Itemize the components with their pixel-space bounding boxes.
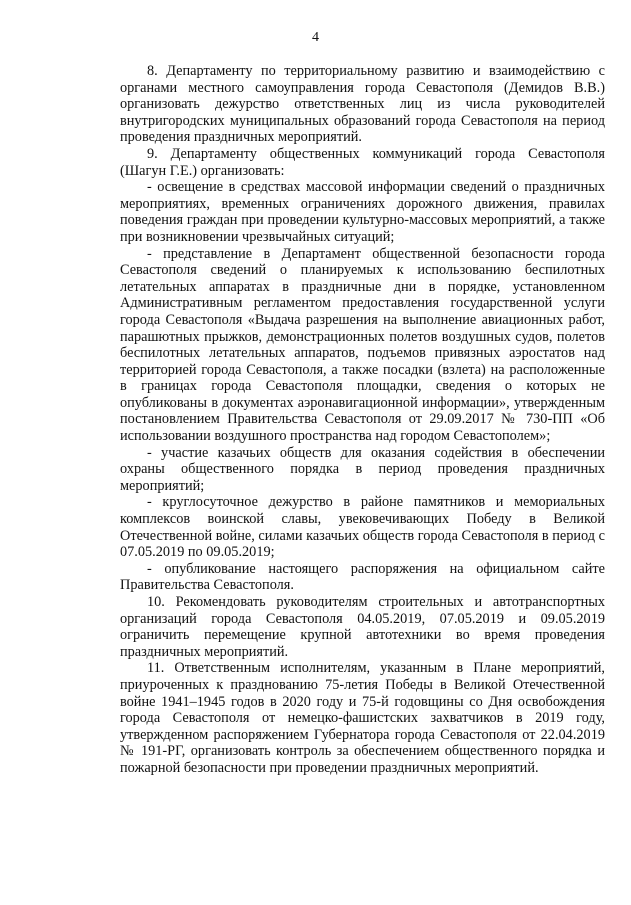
paragraph-9: 9. Департаменту общественных коммуникаций города Севастополя (Шагун Г.Е.) организовать: xyxy=(120,145,605,179)
list-item-media-coverage: - освещение в средствах массовой информации сведений о праздничных мероприятиях, временных ограничениях дорожного движения, правилах поведения граждан при проведении культурно-массовых мероприятий, а также при возникновении чрезвычайных ситуаций; xyxy=(120,179,605,245)
list-item-publication: - опубликование настоящего распоряжения на официальном сайте Правительства Севастополя. xyxy=(120,560,605,594)
page-number: 4 xyxy=(312,30,319,45)
paragraph-8: 8. Департаменту по территориальному развитию и взаимодействию с органами местного самоуправления города Севастополя (Демидов В.В.) организовать дежурство ответственных лиц из числа руководителей внутригородских муниципальных образований города Севастополя на период проведения праздничных мероприятий. xyxy=(120,63,605,146)
list-item-cossack-support: - участие казачьих обществ для оказания содействия в обеспечении охраны общественного порядка в период проведения праздничных мероприятий; xyxy=(120,444,605,494)
document-body xyxy=(120,60,605,777)
paragraph-11: 11. Ответственным исполнителям, указанным в Плане мероприятий, приуроченных к празднованию 75-летия Победы в Великой Отечественной войне 1941–1945 годов в 2020 году и 75-й годовщины со Дня освобождения города Севастополя от немецко-фашистских захватчиков в 2019 году, утвержденном распоряжением Губернатора города Севастополя от 22.04.2019 № 191-РГ, организовать контроль за обеспечением общественного порядка и пожарной безопасности при проведении праздничных мероприятий. xyxy=(120,660,605,776)
paragraph-10: 10. Рекомендовать руководителям строительных и автотранспортных организаций города Севастополя 04.05.2019, 07.05.2019 и 09.05.2019 ограничить перемещение крупной автотехники во время проведения праздничных мероприятий. xyxy=(120,594,605,660)
list-item-memorial-duty: - круглосуточное дежурство в районе памятников и мемориальных комплексов воинской славы, увековечивающих Победу в Великой Отечественной войне, силами казачьих обществ города Севастополя в период с 07.05.2019 по 09.05.2019; xyxy=(120,494,605,561)
list-item-drone-info: - представление в Департамент общественной безопасности города Севастополя сведений о планируемых к использованию беспилотных летательных аппаратах в праздничные дни в порядке, установленном Административным регламентом предоставления государственной услуги города Севастополя «Выдача разрешения на выполнение авиационных работ, парашютных прыжков, демонстрационных полетов воздушных судов, полетов беспилотных летательных аппаратов, подъемов привязных аэростатов над территорией города Севастополя, а также посадки (взлета) на расположенные в границах города Севастополя площадки, сведения о которых не опубликованы в документах аэронавигационной информации», утвержденным постановлением Правительства Севастополя от 29.09.2017 № 730-ПП «Об использовании воздушного пространства над городом Севастополем»; xyxy=(120,245,605,445)
